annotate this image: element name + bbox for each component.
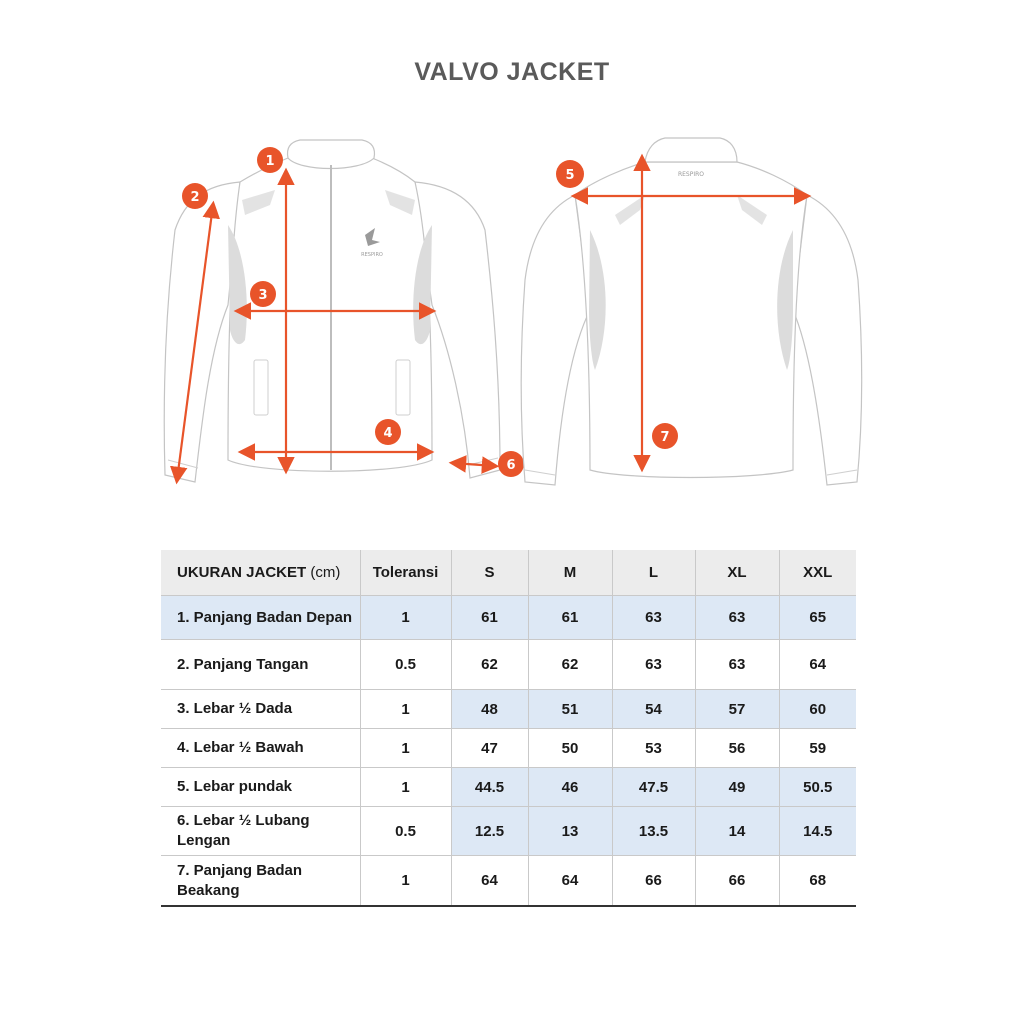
page-title: VALVO JACKET bbox=[414, 58, 610, 86]
row-tolerance: 0.5 bbox=[360, 807, 451, 856]
table-row bbox=[161, 640, 856, 690]
cell-xxl: 60 bbox=[779, 690, 856, 729]
cell-s: 47 bbox=[451, 729, 528, 768]
cell-l: 53 bbox=[612, 729, 695, 768]
svg-text:5: 5 bbox=[565, 168, 575, 183]
cell-xl: 57 bbox=[695, 690, 779, 729]
row-label: 6. Lebar ½ Lubang Lengan bbox=[161, 807, 360, 856]
cell-xl: 14 bbox=[695, 807, 779, 856]
header-size-xxl: XXL bbox=[779, 550, 856, 596]
cell-m: 61 bbox=[528, 596, 612, 640]
size-chart-table bbox=[161, 550, 856, 907]
cell-m: 13 bbox=[528, 807, 612, 856]
row-label: 2. Panjang Tangan bbox=[161, 640, 360, 690]
marker-2 bbox=[182, 183, 208, 209]
table-header-row bbox=[161, 550, 856, 596]
row-tolerance: 1 bbox=[360, 729, 451, 768]
cell-l: 63 bbox=[612, 596, 695, 640]
cell-xl: 49 bbox=[695, 768, 779, 807]
header-tolerance: Toleransi bbox=[360, 550, 451, 596]
svg-text:7: 7 bbox=[660, 430, 670, 445]
svg-text:3: 3 bbox=[258, 288, 268, 303]
cell-l: 54 bbox=[612, 690, 695, 729]
svg-text:6: 6 bbox=[506, 458, 516, 473]
cell-s: 12.5 bbox=[451, 807, 528, 856]
svg-text:1: 1 bbox=[265, 154, 275, 169]
cell-xl: 66 bbox=[695, 856, 779, 907]
row-tolerance: 1 bbox=[360, 690, 451, 729]
cell-xxl: 64 bbox=[779, 640, 856, 690]
cell-l: 63 bbox=[612, 640, 695, 690]
header-size-l: L bbox=[612, 550, 695, 596]
cell-xxl: 59 bbox=[779, 729, 856, 768]
svg-text:2: 2 bbox=[190, 190, 200, 205]
cell-xxl: 14.5 bbox=[779, 807, 856, 856]
table-row bbox=[161, 729, 856, 768]
row-label: 1. Panjang Badan Depan bbox=[161, 596, 360, 640]
marker-4 bbox=[375, 419, 401, 445]
marker-3 bbox=[250, 281, 276, 307]
row-label: 5. Lebar pundak bbox=[161, 768, 360, 807]
cell-s: 64 bbox=[451, 856, 528, 907]
back-jacket-diagram bbox=[515, 130, 875, 500]
row-label: 3. Lebar ½ Dada bbox=[161, 690, 360, 729]
header-size-m: M bbox=[528, 550, 612, 596]
header-size-xl: XL bbox=[695, 550, 779, 596]
cell-m: 46 bbox=[528, 768, 612, 807]
brand-logo: RESPIRO bbox=[361, 252, 383, 258]
table-row bbox=[161, 856, 856, 907]
cell-m: 50 bbox=[528, 729, 612, 768]
row-label: 7. Panjang Badan Beakang bbox=[161, 856, 360, 907]
cell-l: 13.5 bbox=[612, 807, 695, 856]
row-tolerance: 1 bbox=[360, 856, 451, 907]
cell-s: 61 bbox=[451, 596, 528, 640]
front-jacket-diagram bbox=[150, 130, 540, 500]
marker-1 bbox=[257, 147, 283, 173]
brand-logo-back: RESPIRO bbox=[677, 171, 705, 178]
row-tolerance: 0.5 bbox=[360, 640, 451, 690]
svg-text:4: 4 bbox=[383, 426, 393, 441]
cell-s: 62 bbox=[451, 640, 528, 690]
cell-xxl: 65 bbox=[779, 596, 856, 640]
table-row bbox=[161, 690, 856, 729]
cell-xl: 56 bbox=[695, 729, 779, 768]
marker-5 bbox=[556, 160, 584, 188]
header-size-label: UKURAN JACKET (cm) bbox=[161, 550, 360, 596]
cell-s: 48 bbox=[451, 690, 528, 729]
cell-xl: 63 bbox=[695, 596, 779, 640]
row-label: 4. Lebar ½ Bawah bbox=[161, 729, 360, 768]
row-tolerance: 1 bbox=[360, 596, 451, 640]
table-row bbox=[161, 807, 856, 856]
cell-l: 66 bbox=[612, 856, 695, 907]
cell-m: 51 bbox=[528, 690, 612, 729]
cell-xxl: 50.5 bbox=[779, 768, 856, 807]
cell-l: 47.5 bbox=[612, 768, 695, 807]
cell-m: 62 bbox=[528, 640, 612, 690]
cell-m: 64 bbox=[528, 856, 612, 907]
row-tolerance: 1 bbox=[360, 768, 451, 807]
marker-7 bbox=[652, 423, 678, 449]
cell-s: 44.5 bbox=[451, 768, 528, 807]
cell-xl: 63 bbox=[695, 640, 779, 690]
table-row bbox=[161, 596, 856, 640]
cell-xxl: 68 bbox=[779, 856, 856, 907]
table-row bbox=[161, 768, 856, 807]
header-size-s: S bbox=[451, 550, 528, 596]
